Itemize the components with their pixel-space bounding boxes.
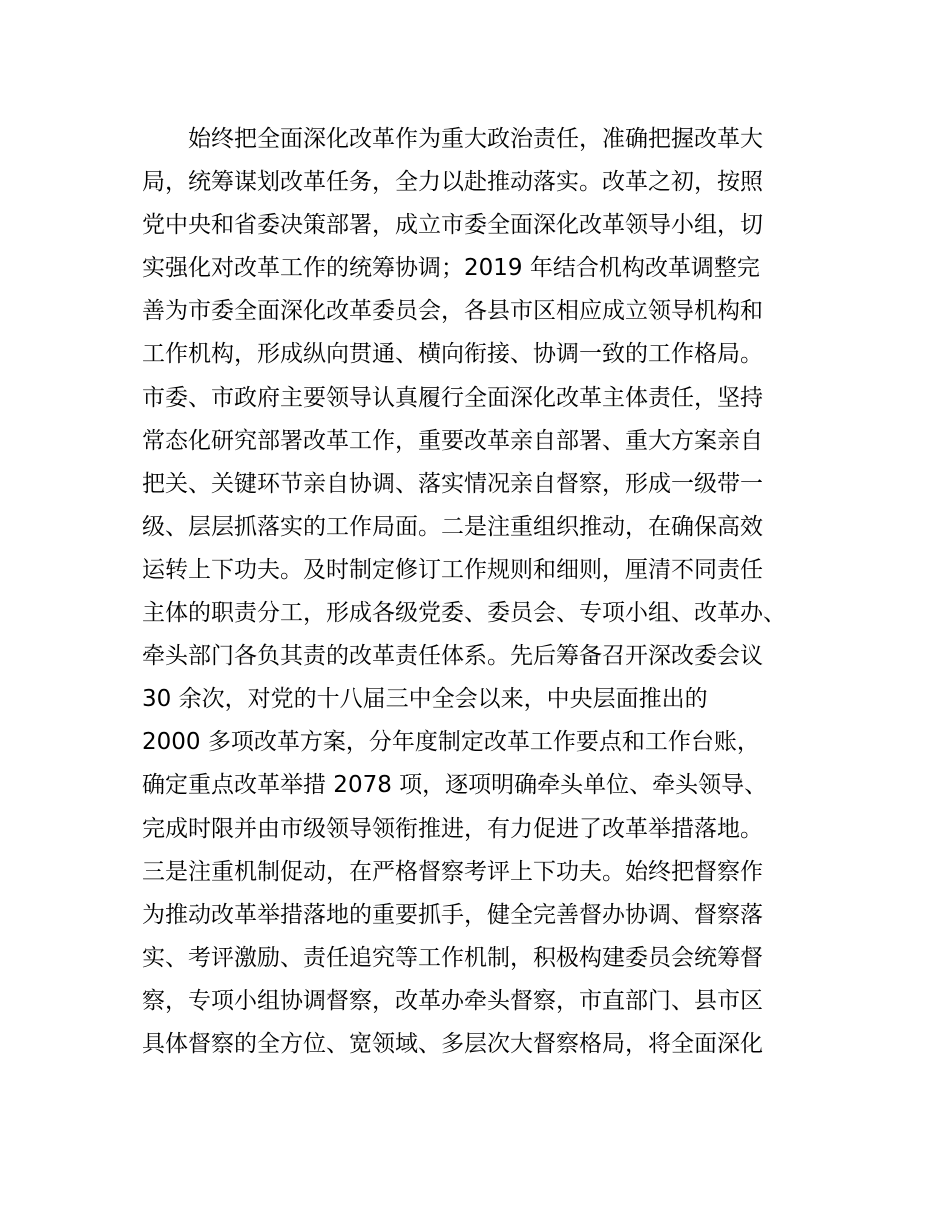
text-line: 为推动改革举措落地的重要抓手，健全完善督办协调、督察落 xyxy=(142,901,763,928)
text-line: 常态化研究部署改革工作，重要改革亲自部署、重大方案亲自 xyxy=(142,427,763,454)
text-line: 实、考评激励、责任追究等工作机制，积极构建委员会统筹督 xyxy=(142,944,763,971)
text-line: 察，专项小组协调督察，改革办牵头督察，市直部门、县市区 xyxy=(142,987,763,1014)
text-line: 始终把全面深化改革作为重大政治责任，准确把握改革大 xyxy=(188,126,763,152)
text-line: 主体的职责分工，形成各级党委、委员会、专项小组、改革办、 xyxy=(142,600,786,627)
text-line: 2000 多项改革方案，分年度制定改革工作要点和工作台账， xyxy=(142,729,760,756)
text-line: 党中央和省委决策部署，成立市委全面深化改革领导小组，切 xyxy=(142,212,763,239)
text-line: 把关、关键环节亲自协调、落实情况亲自督察，形成一级带一 xyxy=(142,470,763,497)
text-line: 工作机构，形成纵向贯通、横向衔接、协调一致的工作格局。 xyxy=(142,341,763,368)
text-line: 级、层层抓落实的工作局面。二是注重组织推动，在确保高效 xyxy=(142,513,763,540)
text-line: 三是注重机制促动，在严格督察考评上下功夫。始终把督察作 xyxy=(142,858,763,885)
text-line: 确定重点改革举措 2078 项，逐项明确牵头单位、牵头领导、 xyxy=(142,772,768,799)
text-line: 局，统筹谋划改革任务，全力以赴推动落实。改革之初，按照 xyxy=(142,169,763,196)
text-line: 市委、市政府主要领导认真履行全面深化改革主体责任，坚持 xyxy=(142,384,763,411)
text-line: 实强化对改革工作的统筹协调；2019 年结合机构改革调整完 xyxy=(142,255,760,282)
text-line: 运转上下功夫。及时制定修订工作规则和细则，厘清不同责任 xyxy=(142,556,763,583)
text-line: 30 余次，对党的十八届三中全会以来，中央层面推出的 xyxy=(142,686,708,713)
text-line: 牵头部门各负其责的改革责任体系。先后筹备召开深改委会议 xyxy=(142,643,763,670)
body-paragraph xyxy=(142,118,822,1066)
text-line: 完成时限并由市级领导领衔推进，有力促进了改革举措落地。 xyxy=(142,815,763,842)
text-line: 具体督察的全方位、宽领域、多层次大督察格局，将全面深化 xyxy=(142,1030,763,1057)
text-line: 善为市委全面深化改革委员会，各县市区相应成立领导机构和 xyxy=(142,298,763,325)
